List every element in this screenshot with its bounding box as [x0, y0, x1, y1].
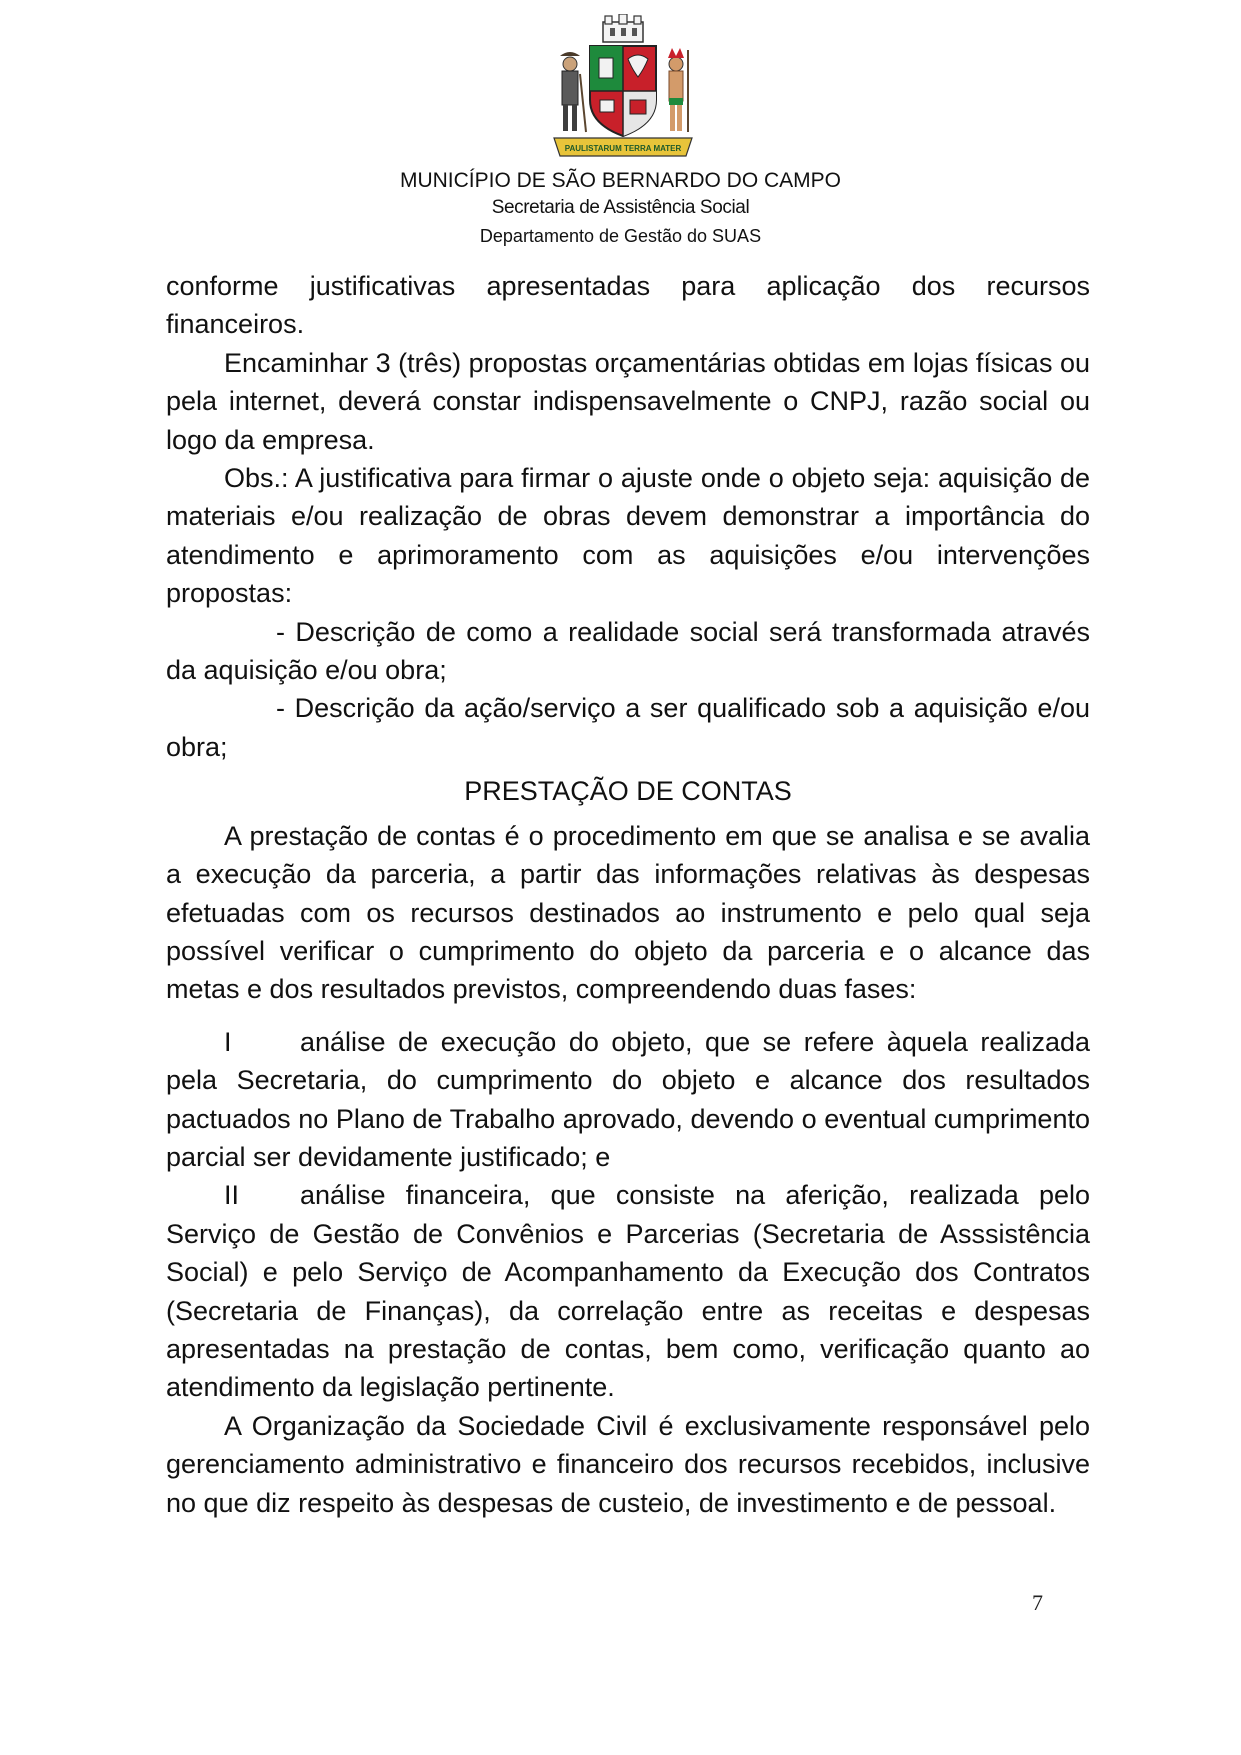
- list-item-financial-analysis: [166, 1176, 1090, 1406]
- municipal-coat-of-arms-icon: [548, 14, 698, 164]
- department-name: Departamento de Gestão do SUAS: [479, 226, 762, 246]
- secretariat-name: Secretaria de Assistência Social: [491, 197, 750, 218]
- paragraph-osc-responsibility: A Organização da Sociedade Civil é exclusivamente responsável pelo gerenciamento administrativo e financeiro dos recursos recebidos, inclusive no que diz respeito às despesas de custeio, de investimento e de pessoal.: [166, 1410, 1090, 1518]
- crest-motto: PAULISTARUM TERRA MATER: [564, 144, 682, 153]
- paragraph-observation: Obs.: A justificativa para firmar o ajuste onde o objeto seja: aquisição de materiais e/ou realização de obras devem demonstrar a importância do atendimento e aprimoramento com as aquisições e/ou intervenções propostas:: [166, 463, 1090, 609]
- paragraph-accountability: A prestação de contas é o procedimento em que se analisa e se avalia a execução da parceria, a partir das informações relativas às despesas efetuadas com os recursos destinados ao instrumento e pelo qual seja possível verificar o cumprimento do objeto da parceria e o alcance das metas e dos resultados previstos, compreendendo duas fases:: [166, 820, 1090, 1005]
- roman-numeral: I: [224, 1026, 232, 1057]
- municipality-name: MUNICÍPIO DE SÃO BERNARDO DO CAMPO: [399, 169, 842, 192]
- list-item-text: análise de execução do objeto, que se refere àquela realizada pela Secretaria, do cumprimento do objeto e alcance dos resultados pactuados no Plano de Trabalho aprovado, devendo o eventual cumprimento parcial ser devidamente justificado; e: [166, 1026, 1090, 1172]
- paragraph-quotes: Encaminhar 3 (três) propostas orçamentárias obtidas em lojas físicas ou pela internet, deverá constar indispensavelmente o CNPJ, razão social ou logo da empresa.: [166, 347, 1090, 455]
- bullet-item: - Descrição de como a realidade social será transformada através da aquisição e/ou obra;: [166, 616, 1090, 686]
- list-item-execution-analysis: [166, 1023, 1090, 1177]
- bullet-item: - Descrição da ação/serviço a ser qualificado sob a aquisição e/ou obra;: [166, 693, 1090, 762]
- paragraph-continuation: conforme justificativas apresentadas para aplicação dos recursos financeiros.: [166, 271, 1090, 340]
- roman-numeral: II: [224, 1180, 240, 1211]
- document-body: [166, 267, 1090, 1522]
- section-title: PRESTAÇÃO DE CONTAS: [464, 776, 792, 807]
- page-number: 7: [1032, 1590, 1043, 1615]
- list-item-text: análise financeira, que consiste na aferição, realizada pelo Serviço de Gestão de Convênios e Parcerias (Secretaria de Asssistência Social) e pelo Serviço de Acompanhamento da Execução dos Contratos (Secretaria de Finanças), da correlação entre as receitas e despesas apresentadas na prestação de contas, bem como, verificação quanto ao atendimento da legislação pertinente.: [166, 1180, 1090, 1403]
